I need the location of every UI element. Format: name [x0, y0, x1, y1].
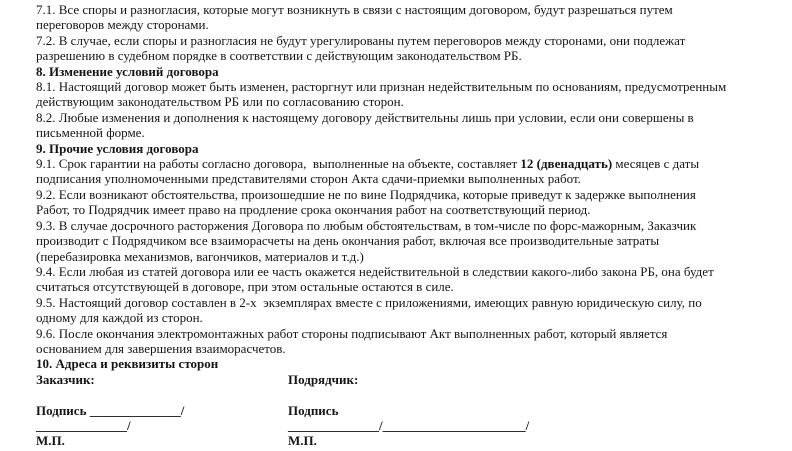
customer-name-line: ______________/	[36, 417, 131, 433]
line-text: подписания уполномоченными представителями сторон Акта сдачи-приемки выполненных работ.	[36, 171, 581, 187]
line-text: 8.2. Любые изменения и дополнения к настоящему договору действительны лишь при условии, если они совершены в	[36, 109, 694, 125]
line-text: 10. Адреса и реквизиты сторон	[36, 356, 219, 372]
line-text: письменной форме.	[36, 125, 145, 141]
document-line	[36, 79, 788, 94]
line-text: считаться отсутствующей в договоре, при этом остальные остаются в силе.	[36, 279, 454, 295]
document-line	[36, 233, 788, 248]
line-text: основанием для завершения взаиморасчетов.	[36, 340, 286, 356]
line-text: 9.5. Настоящий договор составлен в 2-х экземплярах вместе с приложениями, имеющих равную юридическую силу, по	[36, 294, 702, 310]
customer-party-label: Заказчик:	[36, 371, 95, 387]
document-line	[36, 110, 788, 125]
line-text: 9.2. Если возникают обстоятельства, произошедшие не по вине Подрядчика, которые приведут к задержке выполнения	[36, 186, 696, 202]
line-text: Работ, то Подрядчик имеет право на продление срока окончания работ на соответствующий период.	[36, 202, 591, 218]
document-line	[36, 17, 788, 32]
document-line	[36, 141, 788, 156]
document-line	[36, 249, 788, 264]
line-text: 9.6. После окончания электромонтажных работ стороны подписывают Акт выполненных работ, который является	[36, 325, 668, 341]
line-text: производит с Подрядчиком все взаиморасчеты на день окончания работ, включая все производительные затраты	[36, 233, 660, 249]
document-line	[36, 33, 788, 48]
line-text: 9. Прочие условия договора	[36, 140, 199, 156]
document-line	[36, 171, 788, 186]
contractor-name-line: ______________/______________________/	[288, 417, 530, 433]
document-lines	[36, 2, 788, 372]
line-text: месяцев с даты	[612, 156, 700, 172]
line-text: одному для каждой из сторон.	[36, 310, 203, 326]
line-text: действующим законодательством РБ или по согласованию сторон.	[36, 94, 404, 110]
contractor-party-label: Подрядчик:	[288, 371, 359, 387]
line-text: 7.2. В случае, если споры и разногласия не будут урегулированы путем переговоров между сторонами, они подлежат	[36, 32, 686, 48]
line-text: переговоров между сторонами.	[36, 17, 209, 33]
customer-signature-line: Подпись ______________/	[36, 402, 185, 418]
customer-seal-label: М.П.	[36, 433, 65, 449]
line-text: разрешению в судебном порядке в соответствии с действующим законодательством РБ.	[36, 48, 522, 64]
document-line	[36, 94, 788, 109]
line-text: 8. Изменение условий договора	[36, 63, 219, 79]
line-text: 8.1. Настоящий договор может быть изменен, расторгнут или признан недействительным по основаниям, предусмотренным	[36, 79, 727, 95]
signature-block	[36, 372, 788, 449]
document-line	[36, 356, 788, 371]
document-line	[36, 264, 788, 279]
line-text: 9.3. В случае досрочного расторжения Договора по любым обстоятельствам, в том-числе по форс-мажорным, Заказчик	[36, 217, 697, 233]
document-line	[36, 341, 788, 356]
document-line	[36, 64, 788, 79]
signature-labels-row	[36, 403, 788, 418]
line-text: (перебазировка механизмов, вагончиков, материалов и т.д.)	[36, 248, 364, 264]
spacer-line	[36, 387, 788, 402]
line-text: 7.1. Все споры и разногласия, которые могут возникнуть в связи с настоящим договором, будут разрешаться путем	[36, 2, 673, 17]
document-line	[36, 125, 788, 140]
document-line	[36, 326, 788, 341]
name-lines-row	[36, 418, 788, 433]
line-text: 9.1. Срок гарантии на работы согласно договора, выполненные на объекте, составляет	[36, 156, 521, 172]
document-line	[36, 279, 788, 294]
document-line	[36, 2, 788, 17]
document-line	[36, 218, 788, 233]
document-line	[36, 295, 788, 310]
document-line	[36, 202, 788, 217]
seal-row	[36, 433, 788, 448]
party-labels-row	[36, 372, 788, 387]
document-line	[36, 156, 788, 171]
contractor-seal-label: М.П.	[288, 433, 317, 449]
document-line	[36, 187, 788, 202]
document-line	[36, 48, 788, 63]
contractor-signature-label: Подпись	[288, 402, 339, 418]
document-line	[36, 310, 788, 325]
highlighted-term: 12 (двенадцать)	[520, 156, 613, 172]
line-text: 9.4. Если любая из статей договора или ее часть окажется недействительной в следствии какого-либо закона РБ, она будет	[36, 263, 714, 279]
